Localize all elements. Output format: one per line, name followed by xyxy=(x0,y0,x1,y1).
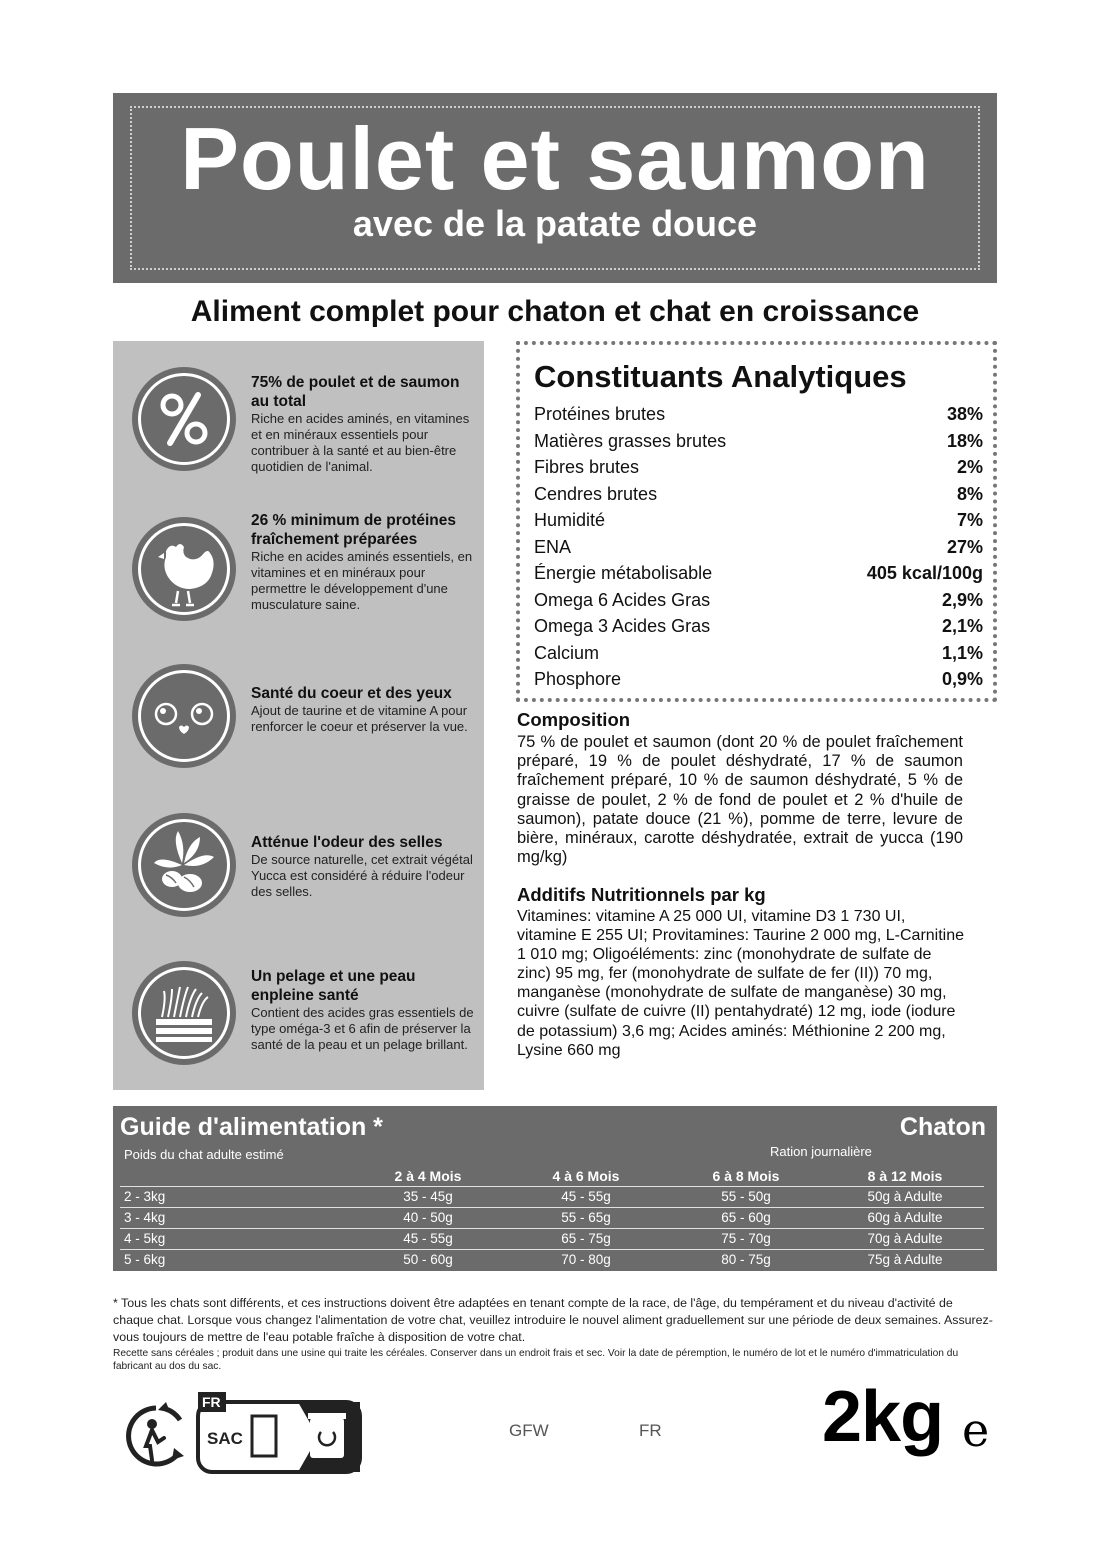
product-title: Poulet et saumon xyxy=(180,109,930,208)
analytics-label: Humidité xyxy=(534,510,606,530)
code-right: FR xyxy=(639,1421,662,1440)
recycling-country: FR xyxy=(202,1394,221,1410)
analytics-label: Énergie métabolisable xyxy=(534,563,713,583)
analytics-row xyxy=(534,534,983,560)
analytics-value: 405 kcal/100g xyxy=(866,563,983,583)
age-column-header: 6 à 8 Mois xyxy=(712,1168,780,1184)
code-left: GFW xyxy=(509,1421,549,1440)
feeding-guide-title: Guide d'alimentation * xyxy=(120,1113,383,1141)
daily-ration-label: Ration journalière xyxy=(770,1144,872,1159)
ration-cell: 70 - 80g xyxy=(561,1252,611,1267)
recycling-item: SAC xyxy=(207,1429,243,1448)
ration-cell: 75g à Adulte xyxy=(867,1252,943,1267)
analytics-row xyxy=(534,666,983,692)
benefit-description: Riche en acides aminés, en vitamines et en minéraux essentiels pour contribuer à la santé et au bien-être quotidien de l'animal. xyxy=(251,411,470,474)
benefit-description: Riche en acides aminés essentiels, en vitamines et en minéraux pour permettre le développement d'une musculature saine. xyxy=(251,549,473,612)
analytics-label: Calcium xyxy=(534,642,600,663)
ration-cell: 50 - 60g xyxy=(403,1252,453,1267)
analytics-label: Matières grasses brutes xyxy=(534,430,727,451)
analytical-constituents xyxy=(516,341,997,702)
benefit-description: Ajout de taurine et de vitamine A pour renforcer le coeur et préserver la vue. xyxy=(251,703,468,734)
analytics-value: 27% xyxy=(946,536,983,557)
recycling-logos xyxy=(118,1388,368,1478)
analytics-row xyxy=(534,613,983,639)
analytics-label: Omega 3 Acides Gras xyxy=(534,616,711,636)
age-column-header: 2 à 4 Mois xyxy=(394,1168,462,1184)
ration-cell: 45 - 55g xyxy=(403,1231,453,1246)
weight-cell: 2 - 3kg xyxy=(124,1189,166,1204)
triman-icon xyxy=(129,1402,184,1464)
benefit-title: 26 % minimum de protéines fraîchement préparées xyxy=(251,512,456,548)
analytics-row xyxy=(534,481,983,507)
analytics-row xyxy=(534,640,983,666)
benefit-description: De source naturelle, cet extrait végétal Yucca est considéré à réduire l'odeur des selles. xyxy=(251,852,473,899)
percent-icon xyxy=(132,367,236,471)
analytics-label: Protéines brutes xyxy=(534,404,666,424)
ration-cell: 35 - 45g xyxy=(403,1189,453,1204)
analytics-value: 2% xyxy=(956,457,983,477)
ration-cell: 55 - 65g xyxy=(561,1210,611,1225)
weight-cell: 5 - 6kg xyxy=(124,1252,166,1267)
feeding-guide xyxy=(113,1106,997,1271)
analytics-value: 8% xyxy=(956,483,983,504)
feeding-footnote: * Tous les chats sont différents, et ces instructions doivent être adaptées en tenant compte de la race, de l'âge, du tempérament et du niveau d'activité de chaque chat. Lorsque vous changez l'alimentation de votre chat, veuillez introduire le nouvel aliment graduellement sur une période de deux semaines. Assurez-vous toujours de mettre de l'eau potable fraîche à disposition de votre chat. xyxy=(113,1296,993,1344)
analytics-title: Constituants Analytiques xyxy=(534,359,907,394)
benefits-panel xyxy=(113,341,484,1090)
benefit-title: Atténue l'odeur des selles xyxy=(251,834,443,851)
ration-cell: 45 - 55g xyxy=(561,1189,611,1204)
analytics-row xyxy=(534,401,983,427)
product-header xyxy=(113,93,997,283)
weight-column-label: Poids du chat adulte estimé xyxy=(124,1147,284,1162)
analytics-row xyxy=(534,560,983,586)
yucca-icon xyxy=(132,813,236,917)
ration-cell: 80 - 75g xyxy=(721,1252,771,1267)
analytics-row xyxy=(534,507,983,533)
benefit-title: 75% de poulet et de saumon au total xyxy=(251,374,460,410)
benefit-description: Contient des acides gras essentiels de type oméga-3 et 6 afin de préserver la santé de la peau et un pelage brillant. xyxy=(251,1005,474,1052)
analytics-row xyxy=(534,428,983,454)
weight-cell: 4 - 5kg xyxy=(124,1231,166,1246)
analytics-label: Cendres brutes xyxy=(534,483,658,504)
benefit-title: Santé du coeur et des yeux xyxy=(251,685,452,702)
chicken-icon xyxy=(132,517,236,621)
analytics-value: 2,1% xyxy=(941,616,983,636)
analytics-label: Omega 6 Acides Gras xyxy=(534,589,711,610)
analytics-value: 7% xyxy=(956,510,983,530)
analytics-value: 0,9% xyxy=(941,669,983,689)
composition-text: 75 % de poulet et saumon (dont 20 % de poulet fraîchement préparé, 19 % de poulet déshydraté, 17 % de saumon fraîchement préparé, 10 % de saumon déshydraté, 5 % de graisse de poulet, 2 % de fond de poulet et 2 % d'huile de saumon), patate douce (21 %), pomme de terre, levure de bière, minéraux, carotte déshydratée, extrait de yucca (190 mg/kg) xyxy=(517,733,963,867)
estimated-sign: e xyxy=(962,1403,990,1457)
ration-cell: 55 - 50g xyxy=(721,1189,771,1204)
storage-note: Recette sans céréales ; produit dans une usine qui traite les céréales. Conserver dans un endroit frais et sec. Voir la date de péremption, le numéro de lot et le numéro d'immatriculation du fabricant au dos du sac. xyxy=(113,1348,959,1372)
ration-cell: 60g à Adulte xyxy=(867,1210,943,1225)
tagline: Aliment complet pour chaton et chat en croissance xyxy=(190,295,920,328)
analytics-value: 2,9% xyxy=(941,589,983,610)
analytics-row xyxy=(534,587,983,613)
benefit-title: Un pelage et une peau enpleine santé xyxy=(251,968,416,1004)
ration-cell: 40 - 50g xyxy=(403,1210,453,1225)
analytics-value: 1,1% xyxy=(941,642,983,663)
cat-face-icon xyxy=(132,664,236,768)
ration-cell: 65 - 75g xyxy=(561,1231,611,1246)
composition-title: Composition xyxy=(517,709,631,730)
additives-text: Vitamines: vitamine A 25 000 UI, vitamine D3 1 730 UI, vitamine E 255 UI; Provitamines: Taurine 2 000 mg, L-Carnitine 1 010 mg; Oligoéléments: zinc (monohydrate de sulfate de zinc) 95 mg, fer (monohydrate de sulfate de fer (II)) 70 mg, manganèse (monohydrate de sulfate de manganèse) 30 mg, cuivre (sulfate de cuivre (II) pentahydraté) 12 mg, iode (iodure de potassium) 3,6 mg; Acides aminés: Méthionine 2 200 mg, Lysine 660 mg xyxy=(517,908,965,1059)
analytics-label: Fibres brutes xyxy=(534,457,640,477)
age-column-header: 8 à 12 Mois xyxy=(867,1168,943,1184)
ration-cell: 70g à Adulte xyxy=(867,1231,943,1246)
analytics-value: 18% xyxy=(946,430,983,451)
weight-cell: 3 - 4kg xyxy=(124,1210,166,1225)
analytics-label: ENA xyxy=(534,536,572,557)
ration-cell: 65 - 60g xyxy=(721,1210,771,1225)
feeding-guide-category: Chaton xyxy=(899,1113,986,1141)
analytics-row xyxy=(534,454,983,480)
skin-coat-icon xyxy=(132,961,236,1065)
ration-cell: 50g à Adulte xyxy=(867,1189,943,1204)
net-weight: 2kg xyxy=(822,1377,944,1457)
product-subtitle: avec de la patate douce xyxy=(352,203,758,244)
ration-cell: 75 - 70g xyxy=(721,1231,771,1246)
age-column-header: 4 à 6 Mois xyxy=(552,1168,620,1184)
analytics-label: Phosphore xyxy=(534,669,622,689)
additives-title: Additifs Nutritionnels par kg xyxy=(517,884,766,905)
analytics-value: 38% xyxy=(946,404,983,424)
